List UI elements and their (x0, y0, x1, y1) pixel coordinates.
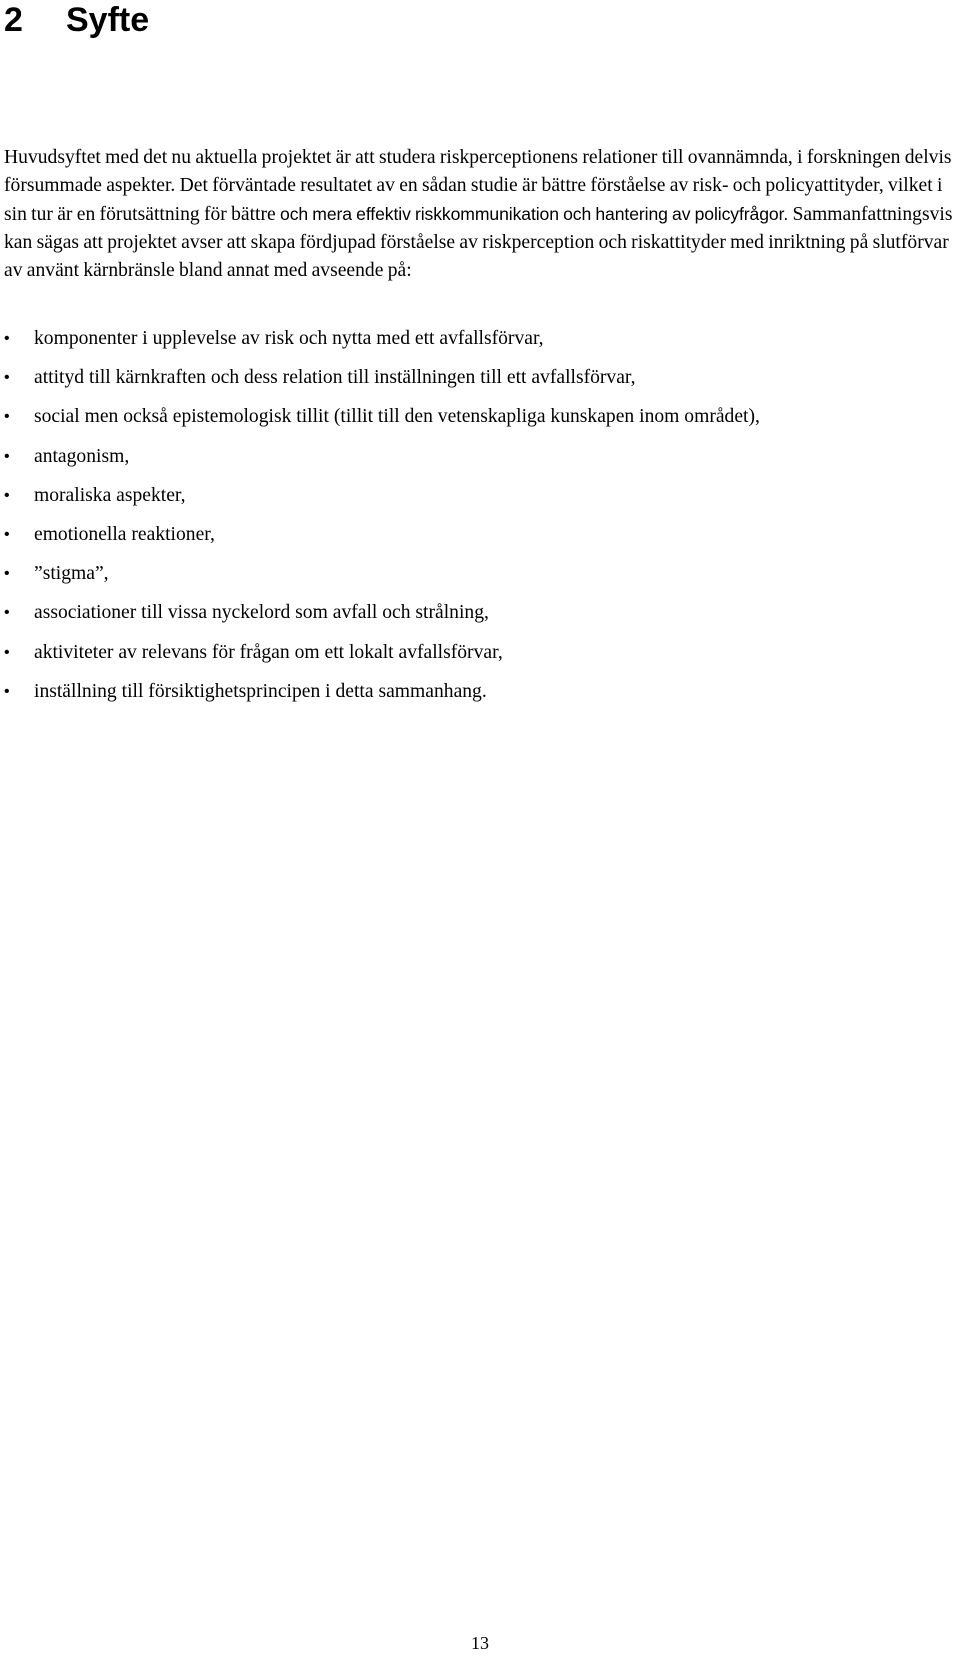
bullet-list (0, 325, 960, 717)
bullet-icon: • (4, 330, 10, 347)
list-item-text: inställning till försiktighetsprincipen i detta sammanhang. (34, 680, 487, 702)
bullet-icon: • (4, 604, 10, 622)
list-item-text: emotionella reaktioner, (34, 523, 215, 545)
bullet-icon: • (4, 565, 10, 583)
list-item (0, 521, 960, 549)
section-heading (4, 0, 149, 40)
list-item (0, 639, 960, 667)
list-item (0, 560, 960, 588)
list-item-text: antagonism, (34, 445, 130, 467)
bullet-icon: • (4, 447, 10, 465)
list-item-text: attityd till kärnkraften och dess relation till inställningen till ett avfallsförvar, (34, 367, 636, 389)
list-item (0, 443, 960, 471)
bullet-icon: • (4, 369, 10, 387)
page-number: 13 (471, 1633, 489, 1653)
bullet-icon: • (4, 682, 10, 700)
list-item-text: social men också epistemologisk tillit (tillit till den vetenskapliga kunskapen inom området), (34, 406, 760, 428)
paragraph-part-3: Sammanfattningsvis kan sägas att projektet avser att skapa fördjupad förståelse av riskperception och riskattityder med inriktning på slutförvar av använt kärnbränsle bland annat med avseende på: (4, 204, 953, 281)
body-paragraph (4, 144, 959, 285)
paragraph-part-2: och mera effektiv riskkommunikation och hantering av policyfrågor. (280, 204, 789, 224)
list-item-text: komponenter i upplevelse av risk och nytta med ett avfallsförvar, (34, 328, 544, 349)
list-item-text: moraliska aspekter, (34, 484, 186, 506)
section-title: Syfte (66, 1, 150, 39)
bullet-icon: • (4, 486, 10, 504)
list-item (0, 403, 960, 431)
list-item (0, 364, 960, 392)
list-item-text: aktiviteter av relevans för frågan om ett lokalt avfallsförvar, (34, 641, 503, 663)
list-item (0, 678, 960, 706)
list-item (0, 482, 960, 510)
list-item (0, 325, 960, 353)
list-item (0, 599, 960, 627)
list-item-text: ”stigma”, (34, 563, 109, 585)
list-item-text: associationer till vissa nyckelord som avfall och strålning, (34, 602, 489, 624)
section-number: 2 (4, 1, 23, 39)
bullet-icon: • (4, 408, 10, 426)
bullet-icon: • (4, 643, 10, 661)
bullet-icon: • (4, 525, 10, 543)
paragraph-part-1: Huvudsyftet med det nu aktuella projektet är att studera riskperceptionens relationer till ovannämnda, i forskningen delvis försummade aspekter. Det förväntade resultatet av en sådan studie är bättre förståelse av risk- och policyattityder, vilket i sin tur är en förutsättning för bättre (4, 147, 952, 225)
